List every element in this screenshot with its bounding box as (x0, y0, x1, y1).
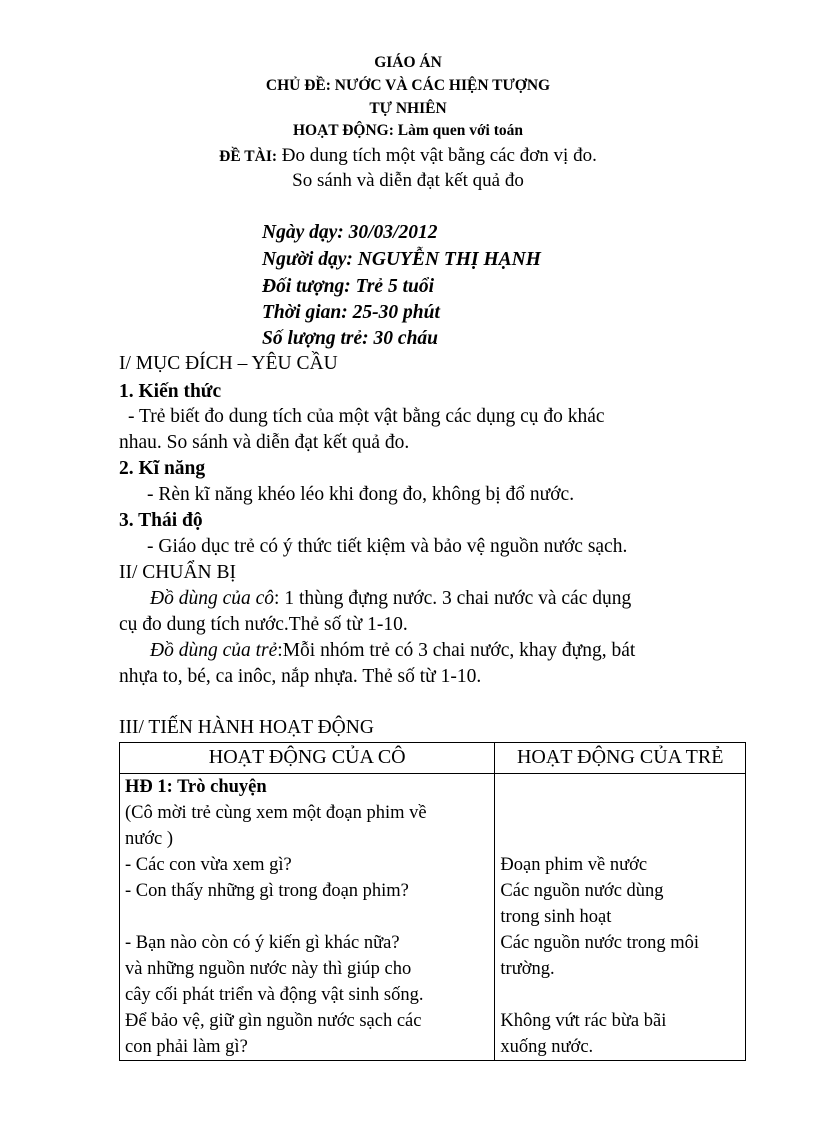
col-teacher-header: HOẠT ĐỘNG CỦA CÔ (120, 743, 495, 774)
hd1-intro-2: nước ) (125, 829, 174, 849)
audience: Đối tượng: Trẻ 5 tuổi (262, 276, 435, 297)
subject-text-1: Đo dung tích một vật bằng các đơn vị đo. (277, 145, 597, 166)
teacher-materials-line-2: cụ đo dung tích nước.Thẻ số từ 1-10. (119, 614, 408, 635)
duration: Thời gian: 25-30 phút (262, 302, 440, 323)
attitude-line-1: - Giáo dục trẻ có ý thức tiết kiệm và bảo vệ nguồn nước sạch. (147, 536, 628, 557)
teacher-activity-cell (120, 774, 495, 1061)
child-count: Số lượng trẻ: 30 cháu (262, 328, 439, 349)
question-3-line-1: - Bạn nào còn có ý kiến gì khác nữa? (125, 933, 400, 953)
teacher-name: Người dạy: NGUYỄN THỊ HẠNH (262, 249, 541, 270)
teacher-materials-text: : 1 thùng đựng nước. 3 chai nước và các dụng (274, 588, 632, 609)
knowledge-title: 1. Kiến thức (119, 381, 222, 402)
skill-title: 2. Kĩ năng (119, 458, 206, 479)
knowledge-line-1: - Trẻ biết đo dung tích của một vật bằng các dụng cụ đo khác (128, 406, 605, 427)
answer-2-line-2: trong sinh hoạt (500, 907, 612, 927)
answer-3-line-2: trường. (500, 959, 555, 979)
teaching-date: Ngày dạy: 30/03/2012 (262, 222, 438, 243)
child-materials-label: Đồ dùng của trẻ (150, 640, 278, 661)
child-materials-text: :Mỗi nhóm trẻ có 3 chai nước, khay đựng, bát (277, 640, 636, 661)
question-4-line-2: con phải làm gì? (125, 1037, 248, 1057)
col-child-header: HOẠT ĐỘNG CỦA TRẺ (495, 743, 746, 774)
teacher-materials-line-1 (150, 588, 631, 610)
section-2-title: II/ CHUẨN BỊ (119, 562, 236, 583)
answer-4-line-1: Không vứt rác bừa bãi (500, 1011, 667, 1031)
subject-line-2: So sánh và diễn đạt kết quả đo (292, 170, 524, 191)
child-materials-line-1 (150, 640, 635, 662)
hd1-title: HĐ 1: Trò chuyện (125, 777, 267, 797)
activity-text: HOẠT ĐỘNG: Làm quen với toán (292, 122, 524, 139)
topic-line-2: TỰ NHIÊN (369, 100, 447, 117)
answer-2-line-1: Các nguồn nước dùng (500, 881, 664, 901)
attitude-title: 3. Thái độ (119, 510, 203, 531)
table-row (120, 774, 746, 1061)
topic-line-1: CHỦ ĐỀ: NƯỚC VÀ CÁC HIỆN TƯỢNG (265, 77, 551, 94)
answer-3-line-1: Các nguồn nước trong môi (500, 933, 700, 953)
question-1: - Các con vừa xem gì? (125, 855, 292, 875)
teacher-materials-label: Đồ dùng của cô (150, 588, 275, 609)
question-4-line-1: Để bảo vệ, giữ gìn nguồn nước sạch các (125, 1011, 422, 1031)
doc-type: GIÁO ÁN (374, 54, 442, 71)
child-activity-cell (495, 774, 746, 1061)
skill-line-1: - Rèn kĩ năng khéo léo khi đong đo, không bị đổ nước. (147, 484, 575, 505)
section-3-title: III/ TIẾN HÀNH HOẠT ĐỘNG (119, 717, 374, 738)
answer-4-line-2: xuống nước. (500, 1037, 594, 1057)
child-materials-line-2: nhựa to, bé, ca inôc, nắp nhựa. Thẻ số từ 1-10. (119, 666, 482, 687)
hd1-intro-1: (Cô mời trẻ cùng xem một đoạn phim về (125, 803, 427, 823)
subject-line-1 (0, 145, 816, 167)
section-1-title: I/ MỤC ĐÍCH – YÊU CẦU (119, 353, 338, 374)
subject-label: ĐỀ TÀI: (219, 148, 278, 165)
question-2: - Con thấy những gì trong đoạn phim? (125, 881, 409, 901)
knowledge-line-2: nhau. So sánh và diễn đạt kết quả đo. (119, 432, 410, 453)
activity-table (119, 742, 746, 1061)
answer-1: Đoạn phim về nước (500, 855, 648, 875)
question-3-line-2: và những nguồn nước này thì giúp cho (125, 959, 412, 979)
question-3-line-3: cây cối phát triển và động vật sinh sống. (125, 985, 424, 1005)
table-header-row (120, 743, 746, 774)
activity-title (0, 122, 816, 140)
